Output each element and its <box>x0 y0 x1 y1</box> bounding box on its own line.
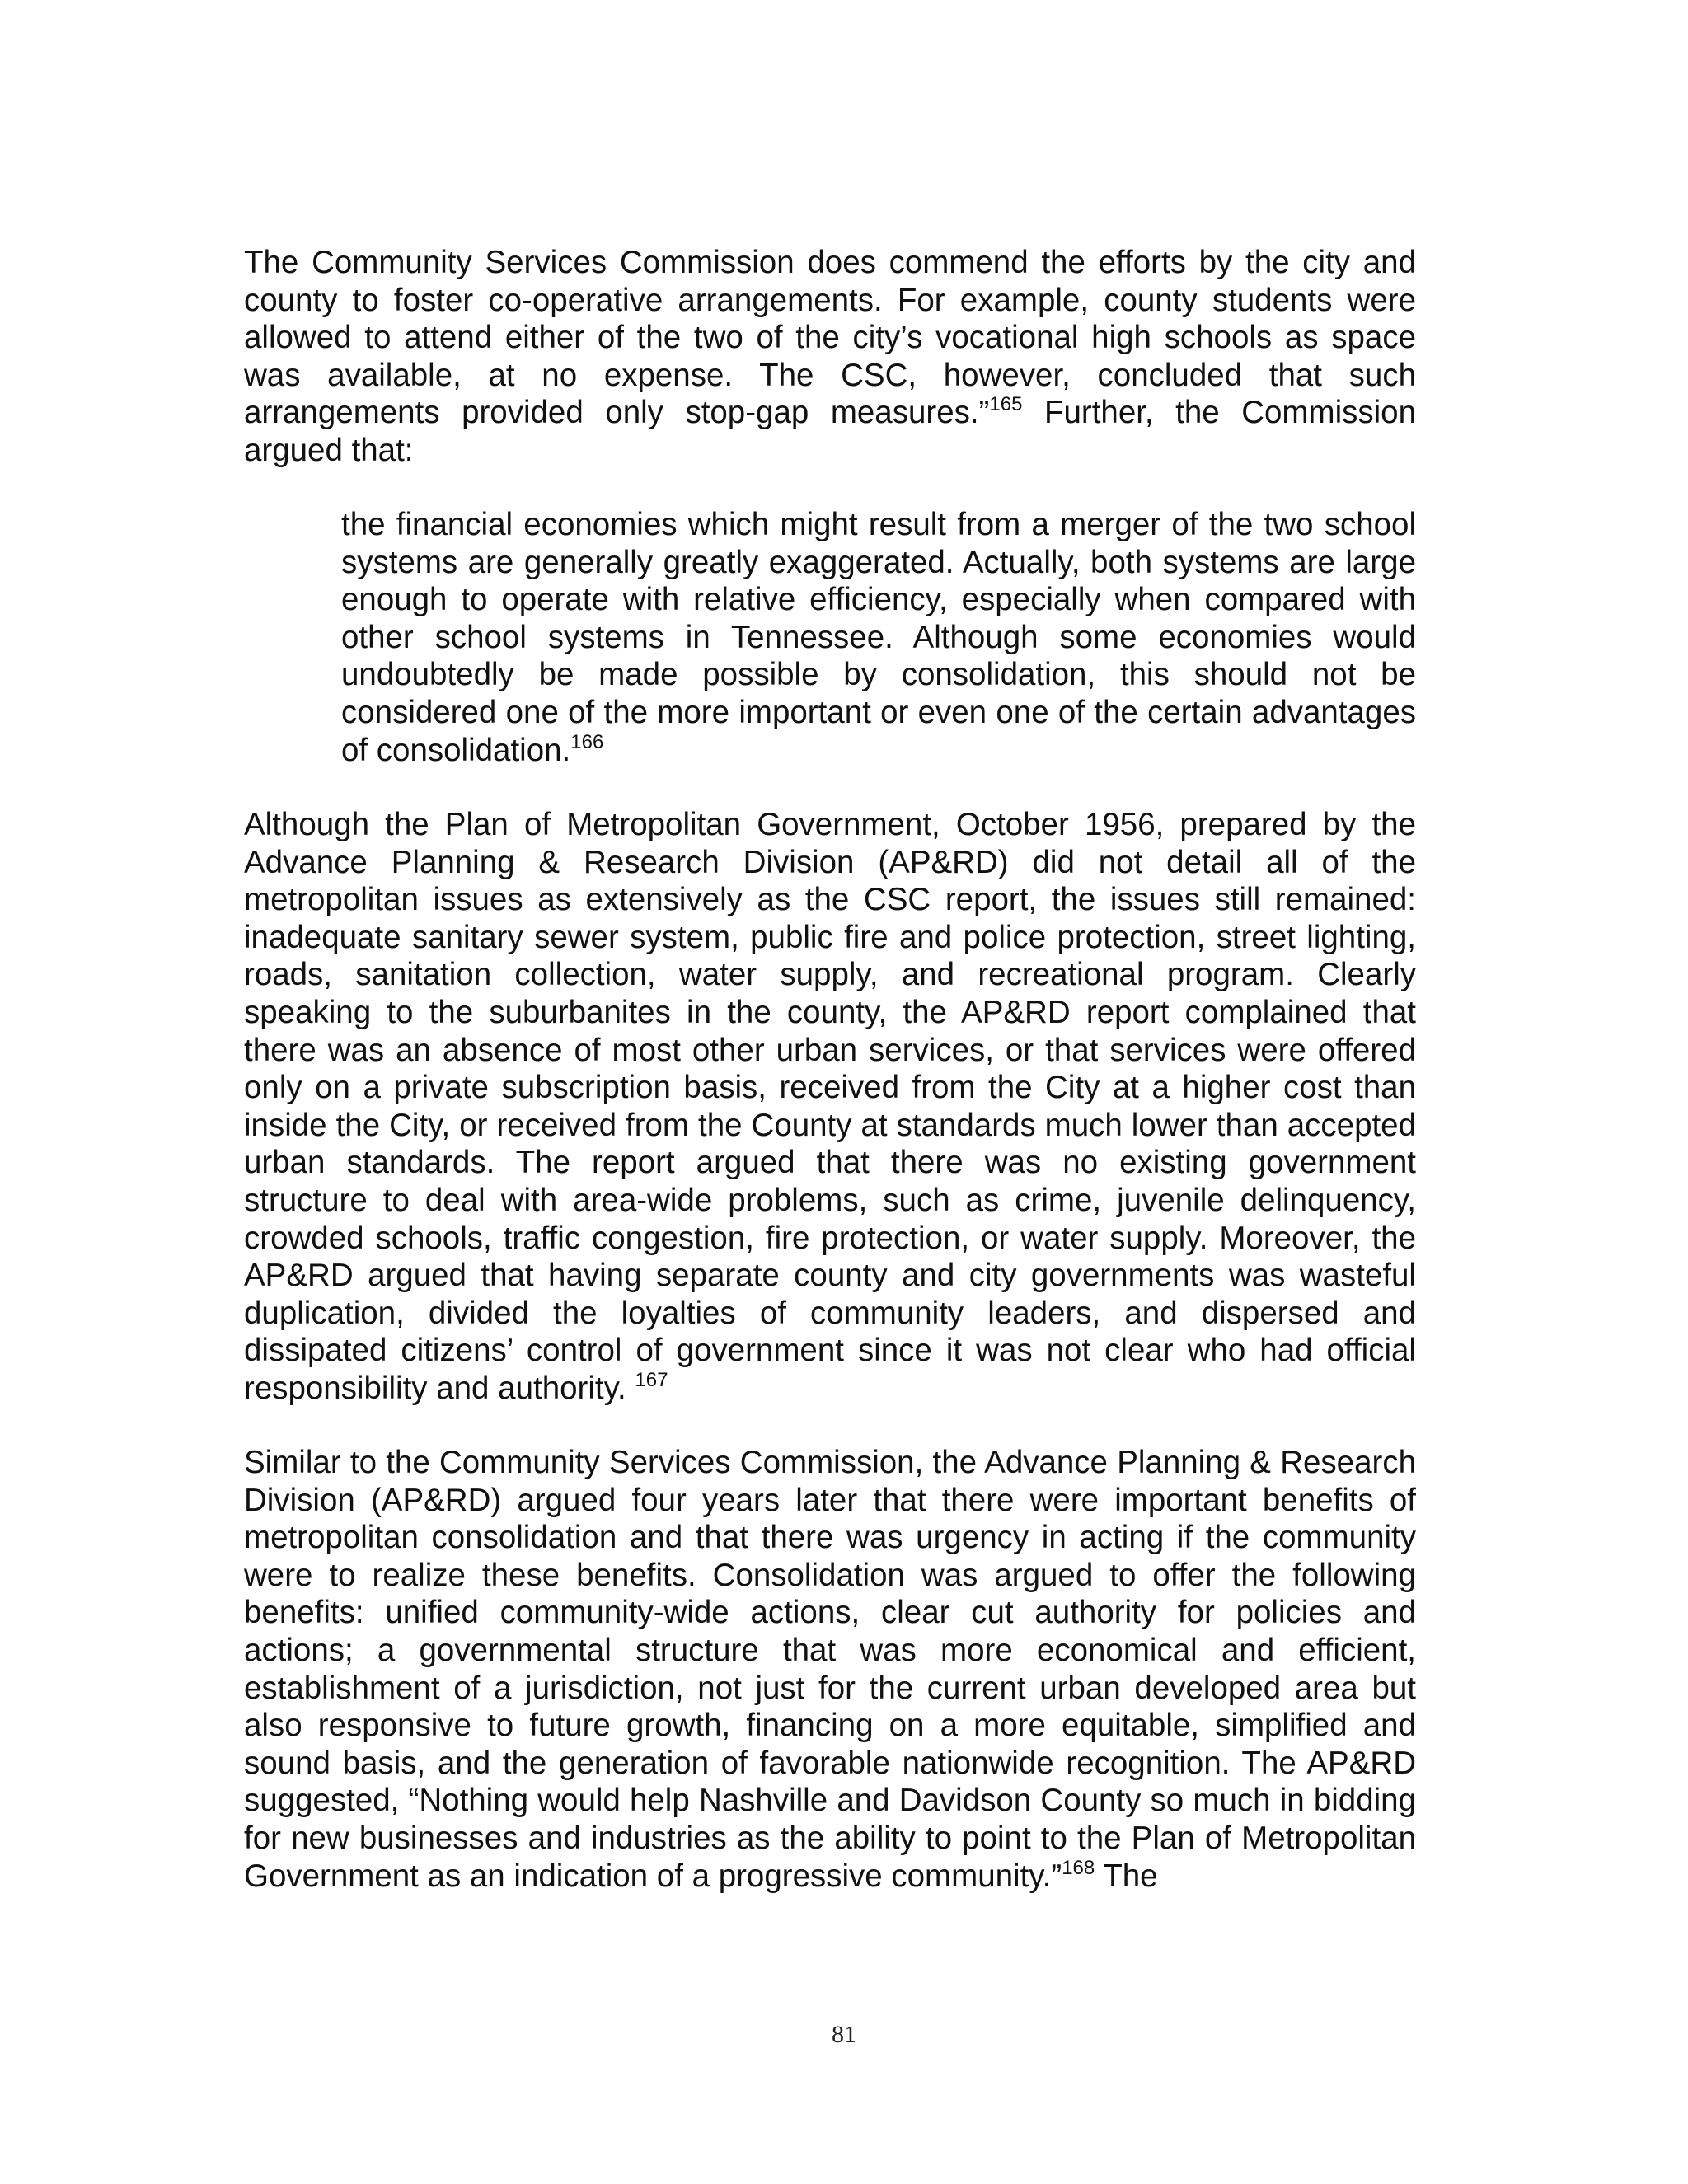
block-quote <box>341 506 1416 769</box>
paragraph-3 <box>244 1444 1416 1895</box>
paragraph-3-text: Similar to the Community Services Commission, the Advance Planning & Research Division (AP&RD) argued four years later that there were important benefits of metropolitan consolidation and that there was urgency in acting if the community were to realize these benefits. Consolidation was argued to offer the following benefits: unified community-wide actions, clear cut authority for policies and actions; a governmental structure that was more economical and efficient, establishment of a jurisdiction, not just for the current urban developed area but also responsive to future growth, financing on a more equitable, simplified and sound basis, and the generation of favorable nationwide recognition. The AP&RD suggested, “Nothing would help Nashville and Davidson County so much in bidding for new businesses and industries as the ability to point to the Plan of Metropolitan Government as an indication of a progressive community.” <box>244 1445 1416 1894</box>
footnote-165: 165 <box>989 393 1023 416</box>
block-quote-text: the financial economies which might result from a merger of the two school systems are generally greatly exaggerated. Actually, both systems are large enough to operate with relative efficiency, especially when compared with other school systems in Tennessee. Although some economies would undoubtedly be made possible by consolidation, this should not be considered one of the more important or even one of the certain advantages of consolidation. <box>341 507 1416 768</box>
page-number: 81 <box>832 2021 856 2048</box>
footnote-166: 166 <box>570 730 604 753</box>
footnote-167: 167 <box>635 1368 668 1391</box>
footnote-168: 168 <box>1062 1856 1095 1879</box>
paragraph-2-text: Although the Plan of Metropolitan Government, October 1956, prepared by the Advance Planning & Research Division (AP&RD) did not detail all of the metropolitan issues as extensively as the CSC report, the issues still remained: inadequate sanitary sewer system, public fire and police protection, street lighting, roads, sanitation collection, water supply, and recreational program. Clearly speaking to the suburbanites in the county, the AP&RD report complained that there was an absence of most other urban services, or that services were offered only on a private subscription basis, received from the City at a higher cost than inside the City, or received from the County at standards much lower than accepted urban standards. The report argued that there was no existing government structure to deal with area-wide problems, such as crime, juvenile delinquency, crowded schools, traffic congestion, fire protection, or water supply. Moreover, the AP&RD argued that having separate county and city governments was wasteful duplication, divided the loyalties of community leaders, and dispersed and dissipated citizens’ control of government since it was not clear who had official responsibility and authority. <box>244 807 1416 1406</box>
paragraph-1 <box>244 244 1416 470</box>
paragraph-2 <box>244 806 1416 1408</box>
paragraph-3-text-cont: The <box>1095 1858 1158 1894</box>
paragraph-1-text: The Community Services Commission does commend the efforts by the city and county to foster co-operative arrangements. For example, county students were allowed to attend either of the two of the city’s vocational high schools as space was available, at no expense. The CSC, however, concluded that such arrangements provided only stop-gap measures.” <box>244 245 1416 431</box>
paragraph-1-text-cont: Further, the Commission argued that: <box>244 395 1416 468</box>
